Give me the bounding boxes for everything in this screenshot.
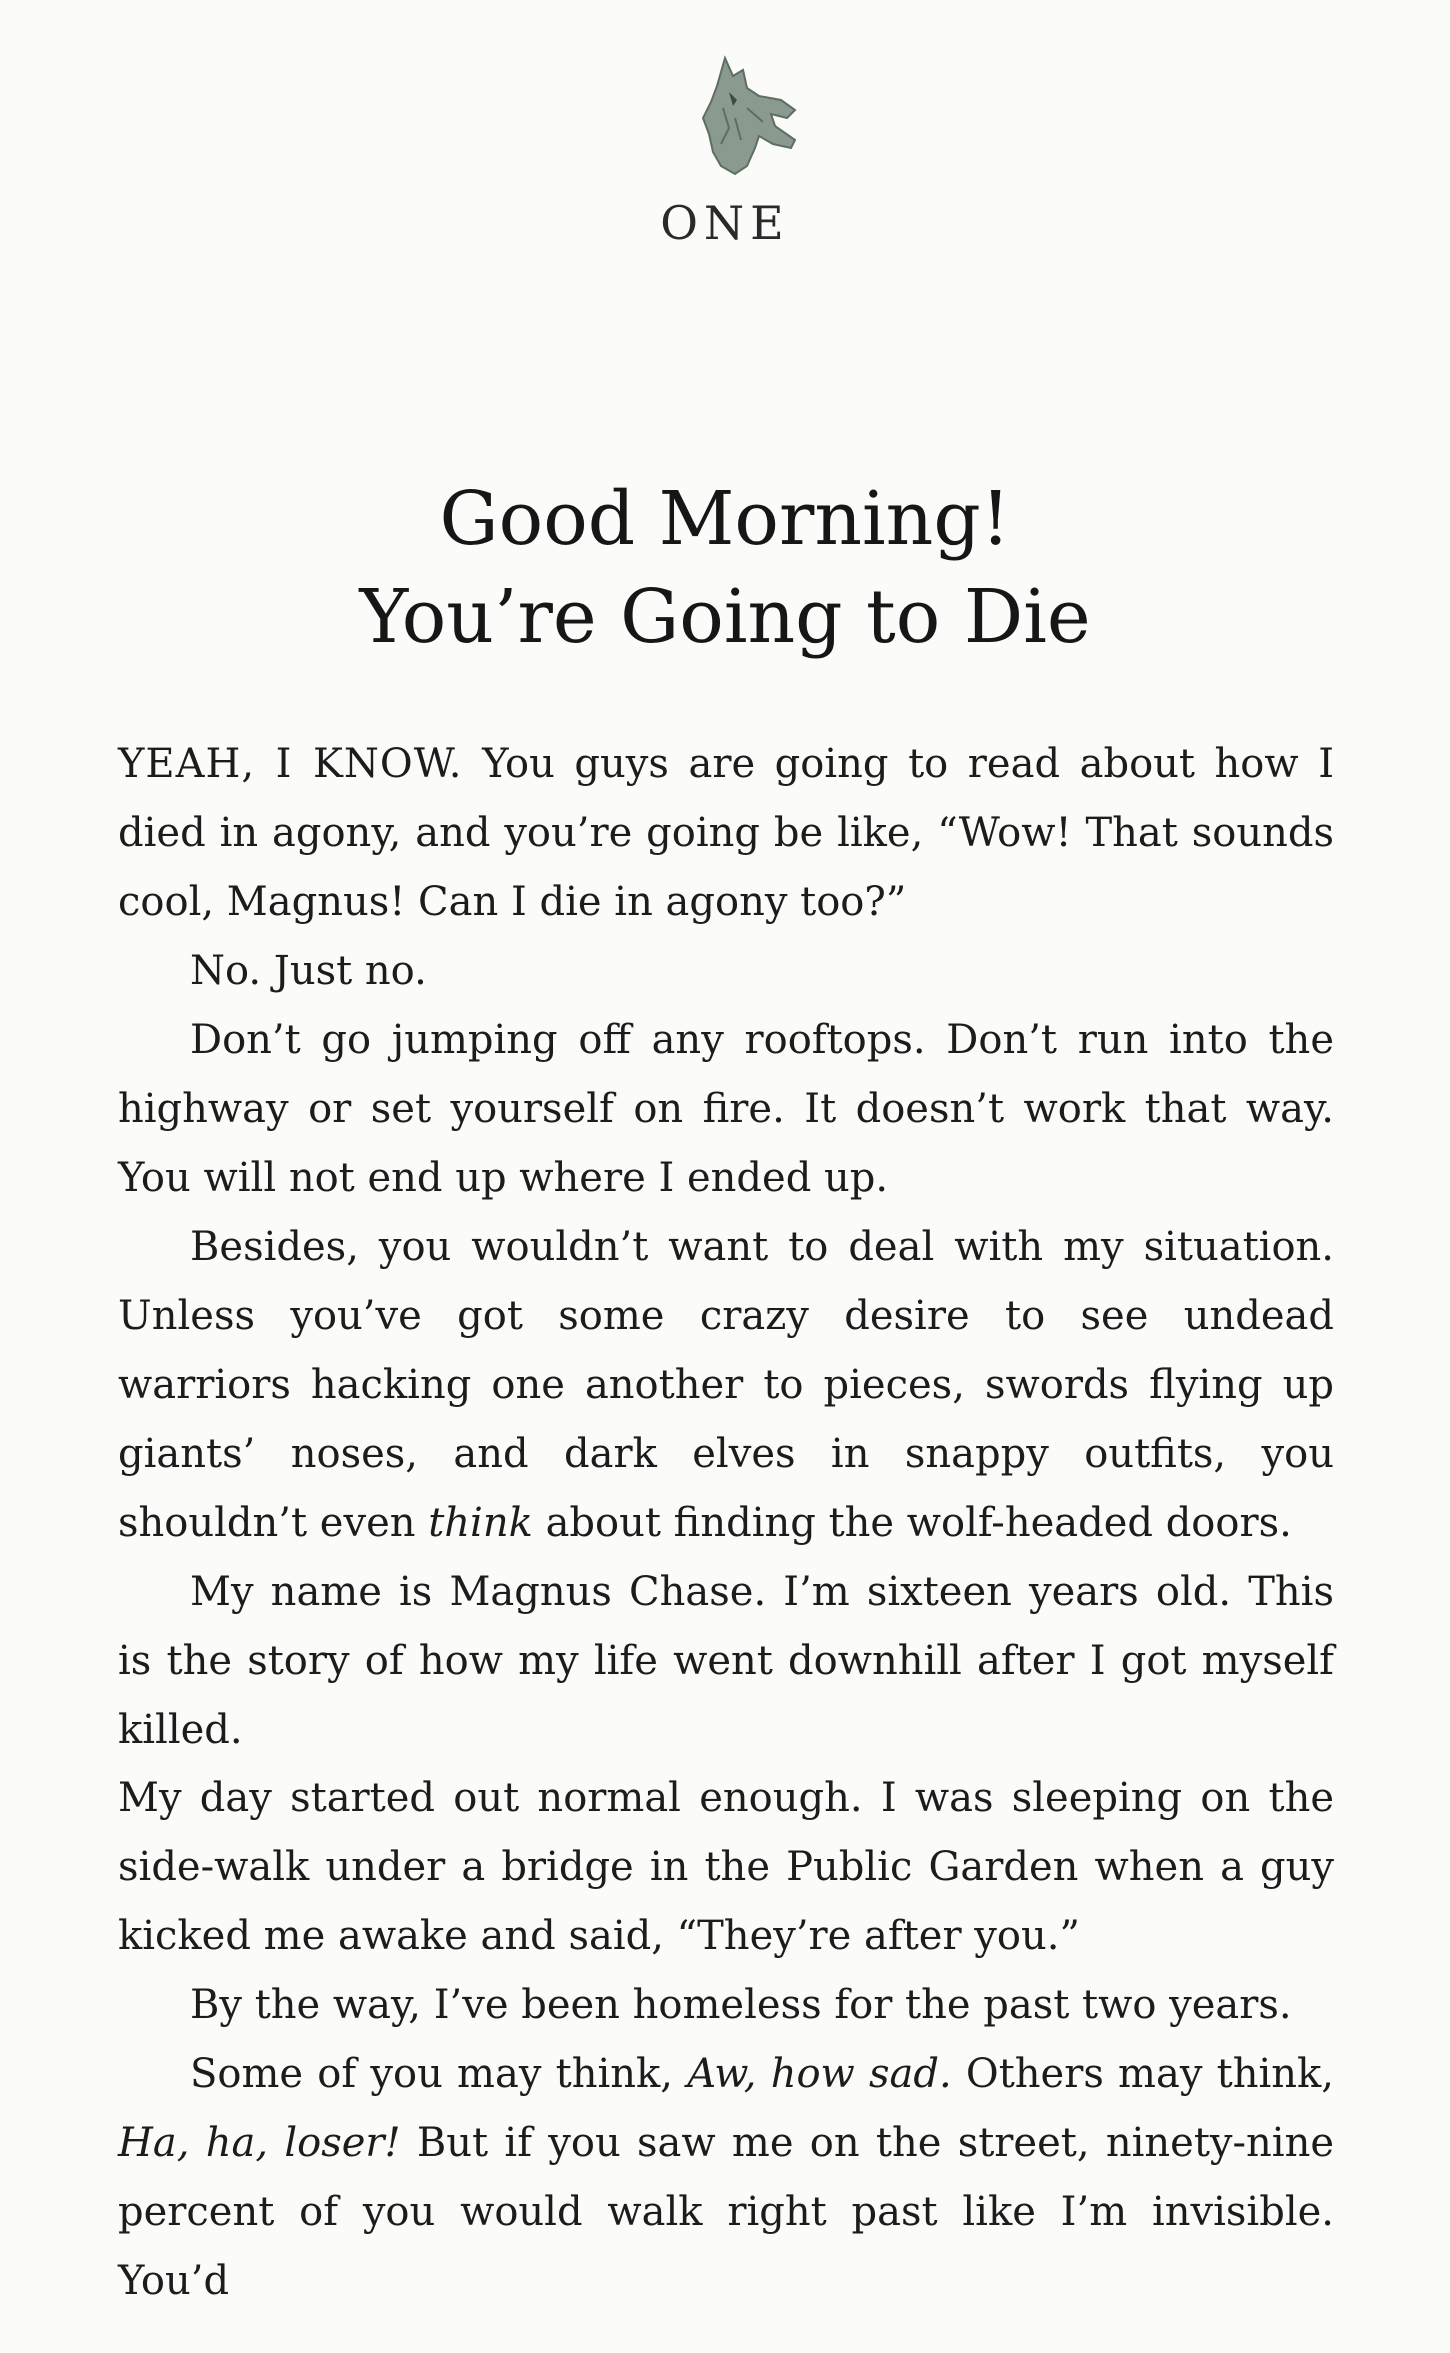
chapter-title-line-1: Good Morning! — [439, 476, 1011, 562]
paragraph: My day started out normal enough. I was sleeping on the side-walk under a bridge in the Public Garden when a guy kicked me awake and said, “They’re after you.” — [118, 1775, 1334, 1959]
paragraph — [118, 730, 1334, 937]
emphasis: think — [428, 1500, 533, 1546]
paragraph-text: Besides, you wouldn’t want to deal with my situation. Unless you’ve got some crazy desire to see undead warriors hacking one another to pieces, swords flying up giants’ noses, and dark elves in snappy outfits, you shouldn’t even — [118, 1224, 1334, 1546]
paragraph-text: But if you saw me on the street, ninety-nine percent of you would walk right past like I’m invisible. You’d — [118, 2120, 1334, 2304]
chapter-title-line-2: You’re Going to Die — [359, 574, 1091, 660]
lead-caps: YEAH, I KNOW. — [118, 741, 463, 787]
paragraph-text: about finding the wolf-headed doors. — [532, 1500, 1292, 1546]
chapter-title — [0, 470, 1450, 666]
chapter-number: ONE — [660, 196, 790, 250]
paragraph: No. Just no. — [190, 948, 427, 994]
paragraph-text: You guys are going to read about how I died in agony, and you’re going be like, “Wow! That sounds cool, Magnus! Can I die in agony too?” — [118, 741, 1334, 925]
paragraph-text: Some of you may think, — [190, 2051, 688, 2097]
paragraph-text: Others may think, — [951, 2051, 1334, 2097]
paragraph: Don’t go jumping off any rooftops. Don’t run into the highway or set yourself on fire. It doesn’t work that way. You will not end up where I ended up. — [118, 1017, 1334, 1201]
paragraph: By the way, I’ve been homeless for the past two years. — [190, 1982, 1292, 2028]
emphasis: Aw, how sad. — [687, 2051, 952, 2097]
section-1 — [118, 730, 1334, 1765]
section-2 — [118, 1764, 1334, 2316]
paragraph — [118, 2040, 1334, 2316]
emphasis: Ha, ha, loser! — [118, 2120, 401, 2166]
paragraph — [118, 1213, 1334, 1558]
wolf-head-icon — [663, 48, 813, 198]
paragraph: My name is Magnus Chase. I’m sixteen years old. This is the story of how my life went downhill after I got myself killed. — [118, 1569, 1334, 1753]
